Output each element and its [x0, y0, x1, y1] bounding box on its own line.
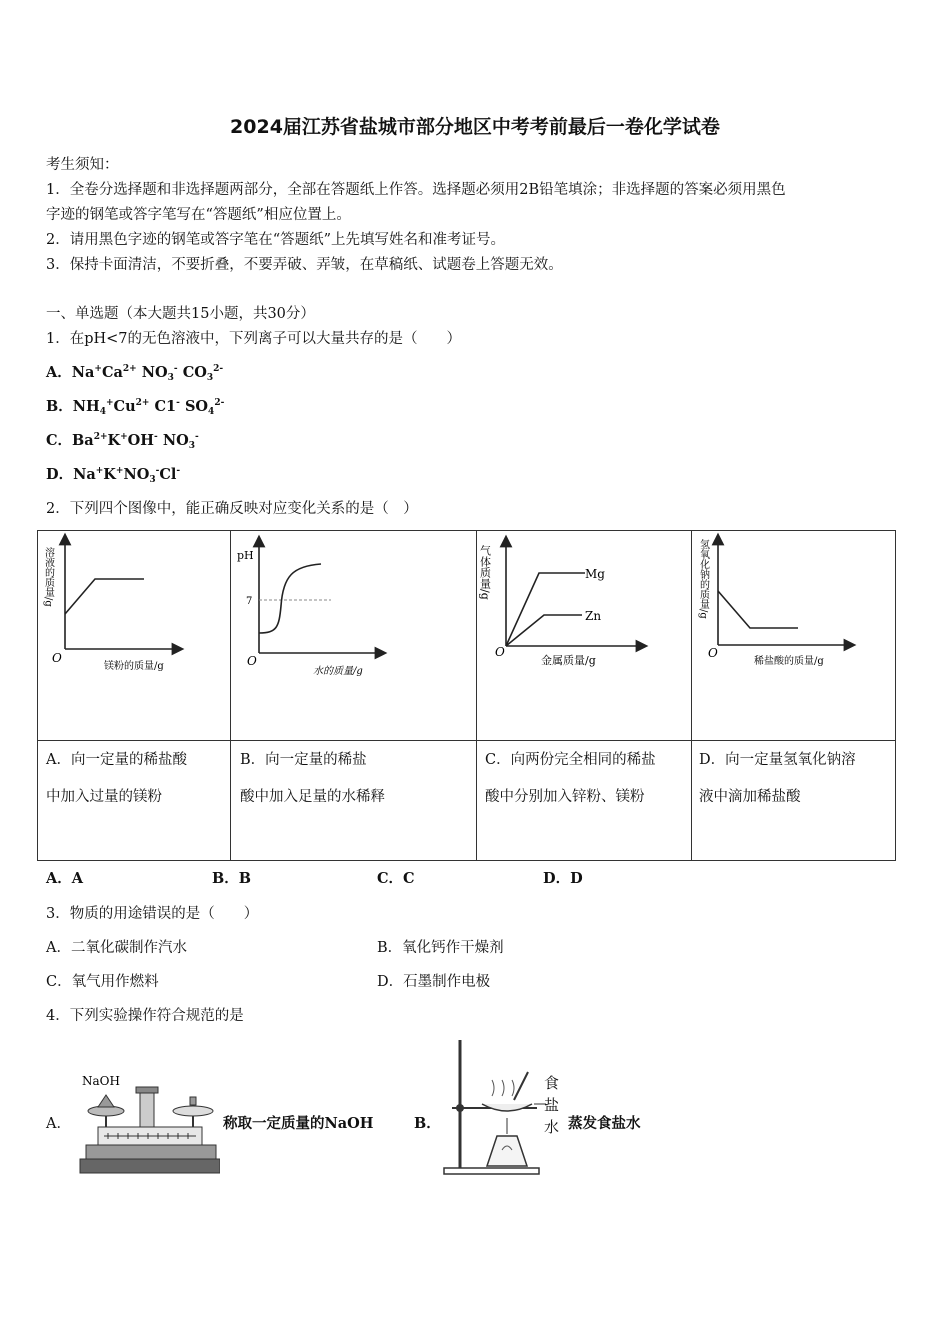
graph-c-label-zn: Zn — [585, 609, 602, 623]
graph-d-curve — [718, 591, 798, 628]
graph-b-xlabel: 水的质量/g — [313, 666, 363, 677]
q2-stem: 2．下列四个图像中，能正确反映对应变化关系的是（ ） — [46, 501, 418, 517]
q1-option-d: D．$Na^+K^+NO_3^-Cl^-$ — [46, 466, 181, 485]
graph-a-curve — [65, 579, 144, 614]
graph-c-label-mg: Mg — [585, 567, 605, 581]
q3-option-d: D．石墨制作电极 — [377, 974, 491, 990]
q1-stem: 1．在pH<7的无色溶液中，下列离子可以大量共存的是（ ） — [46, 331, 462, 347]
q2-option-d: D．D — [543, 870, 583, 887]
graph-d-origin: O — [708, 646, 718, 660]
q1-option-b: B．$NH_4^+Cu^{2+}$ C1- $SO_4^{2-}$ — [46, 398, 225, 417]
graph-d — [692, 531, 897, 740]
q2-graph-table — [37, 530, 896, 861]
q4-side-label-salt-water: 食盐水 — [544, 1074, 560, 1136]
q2-option-a: A．A — [46, 870, 84, 887]
graph-a-origin: O — [52, 651, 62, 665]
graph-b-ylabel: pH — [237, 549, 254, 562]
q4-option-a: A． — [46, 1116, 71, 1132]
q4-option-a-label: 称取一定质量的NaOH — [223, 1115, 374, 1132]
graph-b — [231, 531, 476, 740]
graph-a-caption: A．向一定量的稀盐酸 中加入过量的镁粉 — [46, 752, 187, 805]
q1-option-a: A．$Na^+Ca^{2+}$ $NO_3^-$ $CO_3^{2-}$ — [46, 364, 224, 383]
q4-stem: 4．下列实验操作符合规范的是 — [46, 1008, 244, 1024]
q3-option-c: C．氧气用作燃料 — [46, 974, 159, 990]
graph-b-tick: 7 — [246, 596, 253, 607]
naoh-label: NaOH — [82, 1074, 120, 1088]
q1-option-c: C．$Ba^{2+}K^+OH^-$ $NO_3^-$ — [46, 432, 199, 451]
graph-c-origin: O — [495, 645, 505, 659]
q3-option-a: A．二氧化碳制作汽水 — [46, 940, 187, 956]
graph-a-xlabel: 镁粉的质量/g — [104, 661, 164, 672]
graph-c-caption: C．向两份完全相同的稀盐 酸中分别加入锌粉、镁粉 — [485, 752, 656, 805]
graph-b-curve — [259, 564, 321, 633]
graph-d-ylabel: 氢氧化钠的质量/g — [697, 539, 709, 619]
graph-d-xlabel: 稀盐酸的质量/g — [754, 656, 824, 667]
notice-line-1a: 1．全卷分选择题和非选择题两部分，全部在答题纸上作答。选择题必须用2B铅笔填涂；非选择题的答案必须用黑色 — [46, 182, 786, 198]
graph-c — [477, 531, 691, 740]
q3-stem: 3．物质的用途错误的是（ ） — [46, 906, 259, 922]
q2-option-c: C．C — [377, 870, 415, 887]
graph-b-origin: O — [247, 654, 257, 668]
graph-c-xlabel: 金属质量/g — [541, 654, 596, 667]
q4-option-b-label: 蒸发食盐水 — [568, 1115, 641, 1132]
notice-line-2: 2．请用黑色字迹的钢笔或答字笔在“答题纸”上先填写姓名和准考证号。 — [46, 232, 506, 248]
notice-line-1b: 字迹的钢笔或答字笔写在“答题纸”相应位置上。 — [46, 207, 351, 223]
balance-illustration — [78, 1067, 220, 1177]
q4-option-b: B． — [414, 1115, 441, 1132]
graph-a-ylabel: 溶液的质量/g — [42, 547, 54, 607]
graph-c-ylabel: 气体质量/g — [478, 545, 492, 600]
graph-a — [38, 531, 230, 740]
notice-heading: 考生须知： — [46, 157, 119, 173]
q3-option-b: B．氧化钙作干燥剂 — [377, 940, 504, 956]
graph-d-caption: D．向一定量氢氧化钠溶 液中滴加稀盐酸 — [699, 752, 856, 805]
graph-c-line-mg — [506, 573, 585, 646]
page-title: 2024届江苏省盐城市部分地区中考考前最后一卷化学试卷 — [230, 116, 720, 138]
section-heading: 一、单选题（本大题共15小题，共30分） — [46, 306, 315, 322]
notice-line-3: 3．保持卡面清洁，不要折叠，不要弄破、弄皱，在草稿纸、试题卷上答题无效。 — [46, 257, 563, 273]
q2-option-b: B．B — [212, 870, 252, 887]
graph-b-caption: B．向一定量的稀盐 酸中加入足量的水稀释 — [240, 752, 385, 805]
